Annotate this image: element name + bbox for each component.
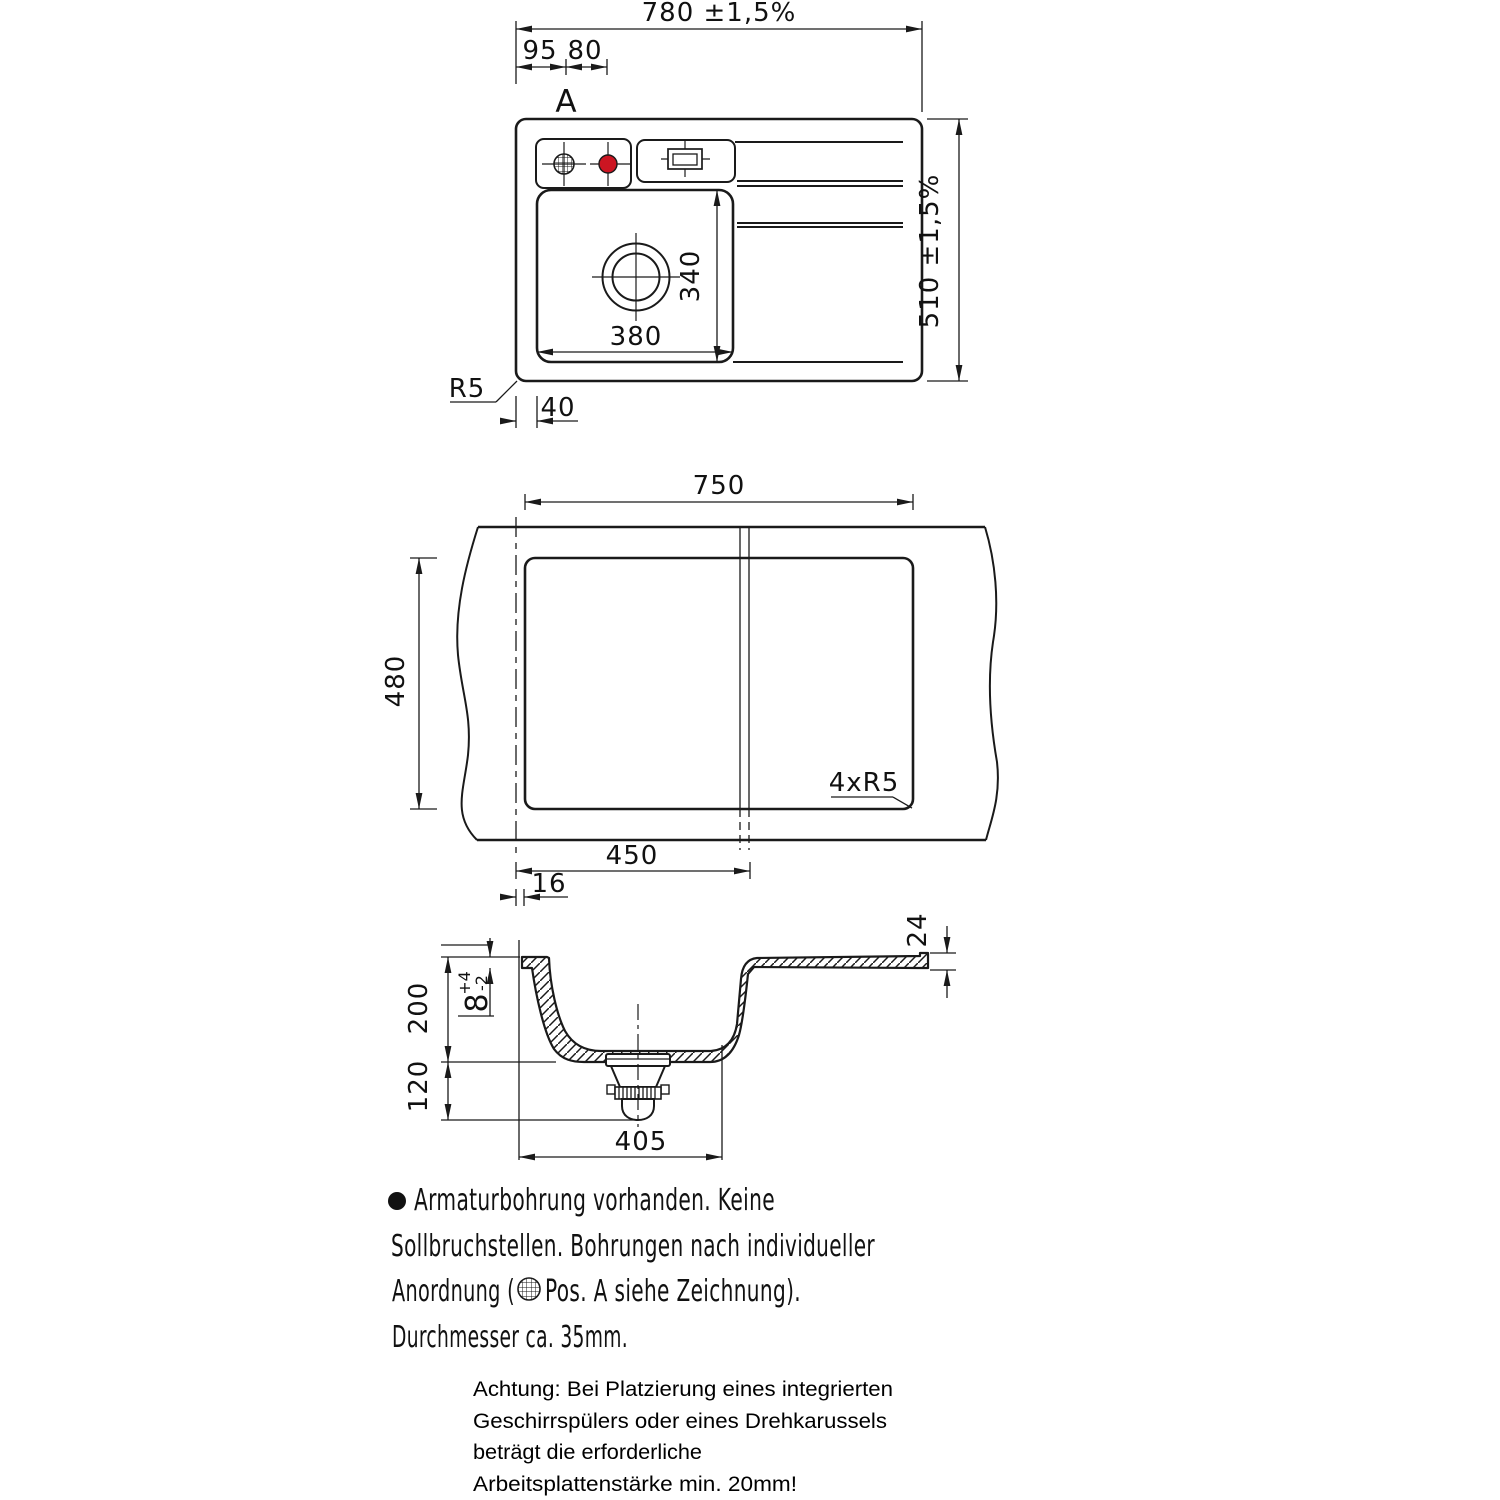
dim-hole-positions xyxy=(516,36,607,75)
faucet-hole-marked-icon xyxy=(599,155,617,173)
top-view xyxy=(449,0,968,428)
dim-200-label: 200 xyxy=(404,981,434,1035)
warning-block xyxy=(473,1377,893,1496)
dim-450-label: 450 xyxy=(605,841,659,871)
note-line-2: Sollbruchstellen. Bohrungen nach individueller xyxy=(391,1229,876,1264)
dim-95-label: 95 xyxy=(522,36,558,66)
note-line-1: Armaturbohrung vorhanden. Keine xyxy=(414,1183,775,1218)
drain-assembly xyxy=(606,1004,670,1127)
sink-outline xyxy=(516,119,922,381)
warning-line-4: Arbeitsplattenstärke min. 20mm! xyxy=(473,1472,797,1496)
note-line-3a: Anordnung ( xyxy=(392,1274,515,1309)
break-line-right xyxy=(985,527,998,840)
dim-edge-offset xyxy=(502,393,578,428)
warning-line-3: beträgt die erforderliche xyxy=(473,1440,702,1464)
corner-radius-callout xyxy=(449,374,517,404)
r5-label: R5 xyxy=(448,374,486,404)
dim-510-label: 510 ±1,5% xyxy=(915,173,945,329)
drainboard-grooves xyxy=(733,142,903,362)
dim-edge-distance xyxy=(500,869,568,906)
faucet-hole-a-icon xyxy=(554,154,574,174)
note-line-4: Durchmesser ca. 35mm. xyxy=(392,1320,628,1355)
cutout-radius-callout xyxy=(829,768,912,808)
bullet-icon xyxy=(388,1192,406,1210)
dim-cutout-width xyxy=(525,471,913,510)
break-line-left xyxy=(457,527,478,840)
cutout-view xyxy=(381,471,998,906)
dim-40-label: 40 xyxy=(540,393,576,423)
overflow-icon xyxy=(661,141,710,177)
drain-icon xyxy=(592,233,680,321)
note-line-3b: Pos. A siehe Zeichnung). xyxy=(545,1274,801,1309)
tolerance-plus-label: +4 xyxy=(455,971,474,995)
hole-a-label: A xyxy=(555,84,577,120)
dim-480-label: 480 xyxy=(381,654,411,708)
dim-16-label: 16 xyxy=(531,869,567,899)
hole-position-icon xyxy=(518,1278,540,1300)
dim-24-label: 24 xyxy=(903,912,933,948)
warning-line-1: Achtung: Bei Platzierung eines integrierten xyxy=(473,1377,893,1401)
dim-750-label: 750 xyxy=(692,471,746,501)
warning-line-2: Geschirrspülers oder eines Drehkarussels xyxy=(473,1409,887,1433)
4xr5-label: 4xR5 xyxy=(828,768,900,798)
dim-780-label: 780 ±1,5% xyxy=(641,0,797,28)
bowl-section-profile xyxy=(522,953,928,1062)
dim-8-label: 8 xyxy=(460,993,495,1013)
dim-drain-height xyxy=(404,1060,636,1120)
dim-405-label: 405 xyxy=(614,1127,668,1157)
dim-340-label: 340 xyxy=(676,249,706,303)
dim-120-label: 120 xyxy=(404,1059,434,1113)
dim-cutout-depth xyxy=(381,558,437,809)
tolerance-minus-label: -2 xyxy=(472,975,491,991)
dim-80-label: 80 xyxy=(567,36,603,66)
section-view xyxy=(404,912,956,1160)
dim-380-label: 380 xyxy=(609,322,663,352)
notes-block xyxy=(388,1183,875,1355)
dim-rim-height xyxy=(441,938,495,1016)
